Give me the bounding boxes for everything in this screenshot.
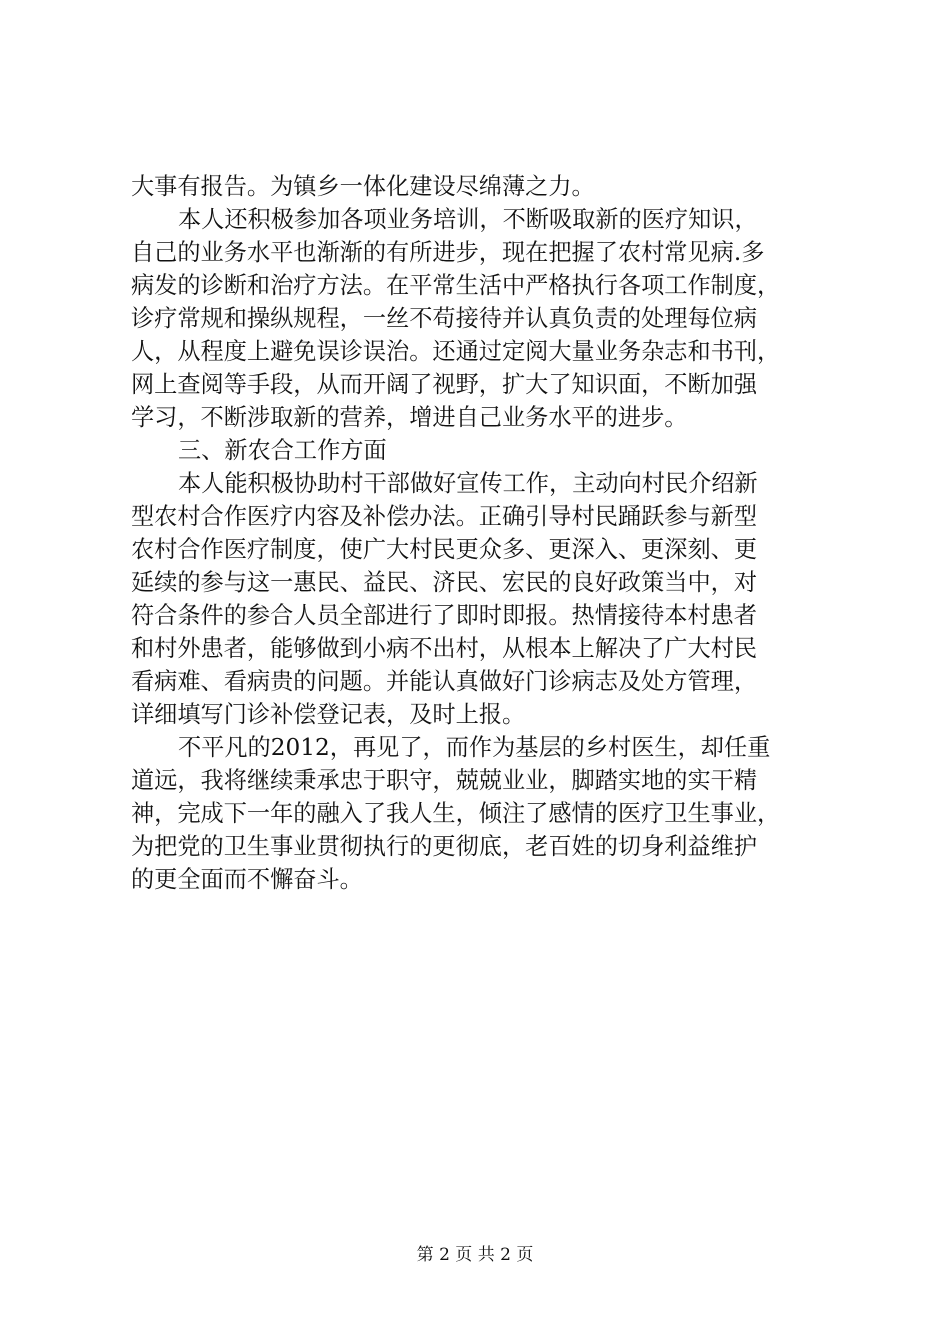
text-line: 详细填写门诊补偿登记表，及时上报。 bbox=[131, 701, 526, 728]
text-line: 网上查阅等手段，从而开阔了视野，扩大了知识面，不断加强 bbox=[131, 371, 758, 398]
section-heading: 三、新农合工作方面 bbox=[178, 437, 387, 464]
document-body bbox=[131, 170, 851, 896]
text-line: 型农村合作医疗内容及补偿办法。正确引导村民踊跃参与新型 bbox=[131, 503, 758, 530]
text-line: 神，完成下一年的融入了我人生，倾注了感情的医疗卫生事业， bbox=[131, 800, 781, 827]
text-line: 病发的诊断和治疗方法。在平常生活中严格执行各项工作制度， bbox=[131, 272, 781, 299]
text-line: 人，从程度上避免误诊误治。还通过定阅大量业务杂志和书刊， bbox=[131, 338, 781, 365]
text-line: 延续的参与这一惠民、益民、济民、宏民的良好政策当中，对 bbox=[131, 569, 758, 596]
page-number-footer: 第 2 页 共 2 页 bbox=[416, 1245, 534, 1265]
text-line: 自己的业务水平也渐渐的有所进步，现在把握了农村常见病.多 bbox=[131, 239, 765, 266]
text-line: 大事有报告。为镇乡一体化建设尽绵薄之力。 bbox=[131, 173, 595, 200]
text-line: 学习，不断涉取新的营养，增进自己业务水平的进步。 bbox=[131, 404, 688, 431]
paragraph-start-line: 不平凡的2012，再见了，而作为基层的乡村医生，却任重 bbox=[178, 734, 771, 761]
text-line: 符合条件的参合人员全部进行了即时即报。热情接待本村患者 bbox=[131, 602, 758, 629]
text-line: 道远，我将继续秉承忠于职守，兢兢业业，脚踏实地的实干精 bbox=[131, 767, 758, 794]
text-line: 的更全面而不懈奋斗。 bbox=[131, 866, 363, 893]
paragraph-start-line: 本人还积极参加各项业务培训，不断吸取新的医疗知识， bbox=[178, 206, 758, 233]
paragraph-start-line: 本人能积极协助村干部做好宣传工作，主动向村民介绍新 bbox=[178, 470, 758, 497]
text-line: 诊疗常规和操纵规程，一丝不苟接待并认真负责的处理每位病 bbox=[131, 305, 758, 332]
text-line: 为把党的卫生事业贯彻执行的更彻底，老百姓的切身利益维护 bbox=[131, 833, 758, 860]
text-line: 和村外患者，能够做到小病不出村，从根本上解决了广大村民 bbox=[131, 635, 758, 662]
text-line: 看病难、看病贵的问题。并能认真做好门诊病志及处方管理， bbox=[131, 668, 758, 695]
text-line: 农村合作医疗制度，使广大村民更众多、更深入、更深刻、更 bbox=[131, 536, 758, 563]
